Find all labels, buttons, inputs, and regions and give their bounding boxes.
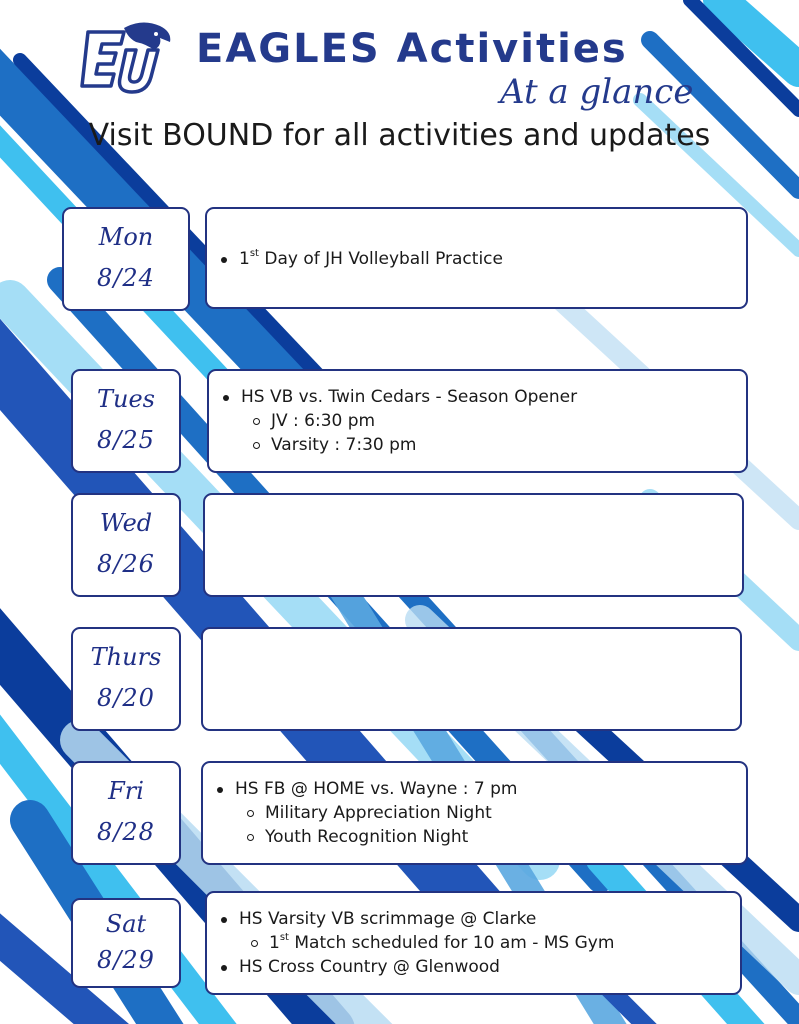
day-box-tues (71, 369, 181, 473)
events-box-fri (201, 761, 748, 865)
page-subtitle: At a glance (500, 72, 694, 112)
event-list (207, 907, 740, 979)
events-box-thurs (201, 627, 742, 731)
day-date: 8/26 (97, 550, 155, 578)
event-text: 1 (269, 933, 280, 953)
event-list (203, 777, 746, 849)
day-name: Thurs (90, 643, 162, 671)
events-box-tues (207, 369, 748, 473)
events-box-mon (205, 207, 748, 309)
eagles-logo (80, 20, 174, 98)
event-item (207, 247, 746, 271)
event-list (207, 247, 746, 271)
event-text: HS Varsity VB scrimmage @ Clarke (239, 909, 537, 929)
event-text: JV : 6:30 pm (271, 411, 376, 431)
page-title: EAGLES Activities (196, 26, 628, 72)
ordinal-suffix: st (249, 248, 259, 260)
day-date: 8/20 (97, 684, 155, 712)
event-item (203, 777, 746, 801)
event-subitem (209, 409, 746, 433)
event-text: Military Appreciation Night (265, 803, 492, 823)
event-text: 1 (239, 249, 250, 269)
day-date: 8/24 (97, 264, 155, 292)
day-box-thurs (71, 627, 181, 731)
day-box-fri (71, 761, 181, 865)
events-box-sat (205, 891, 742, 995)
event-text: Youth Recognition Night (265, 827, 469, 847)
event-subitem (203, 801, 746, 825)
event-text: Varsity : 7:30 pm (271, 435, 417, 455)
tagline: Visit BOUND for all activities and updates (88, 118, 711, 153)
event-item (207, 955, 740, 979)
day-name: Sat (105, 910, 147, 938)
event-text-rest: Day of JH Volleyball Practice (258, 249, 503, 269)
event-item (209, 385, 746, 409)
events-box-wed (203, 493, 744, 597)
event-text: HS VB vs. Twin Cedars - Season Opener (241, 387, 578, 407)
event-item (207, 907, 740, 931)
day-date: 8/25 (97, 426, 155, 454)
event-text-rest: Match scheduled for 10 am - MS Gym (288, 933, 615, 953)
event-list (209, 385, 746, 457)
day-date: 8/29 (97, 946, 155, 974)
day-box-wed (71, 493, 181, 597)
event-subitem (207, 931, 740, 955)
day-date: 8/28 (97, 818, 155, 846)
event-text: HS FB @ HOME vs. Wayne : 7 pm (235, 779, 518, 799)
ordinal-suffix: st (279, 932, 289, 944)
day-name: Wed (99, 509, 153, 537)
day-name: Fri (108, 777, 144, 805)
event-text: HS Cross Country @ Glenwood (239, 957, 500, 977)
day-name: Mon (98, 223, 154, 251)
day-box-sat (71, 898, 181, 988)
day-name: Tues (97, 385, 155, 413)
event-subitem (203, 825, 746, 849)
event-subitem (209, 433, 746, 457)
day-box-mon (62, 207, 190, 311)
